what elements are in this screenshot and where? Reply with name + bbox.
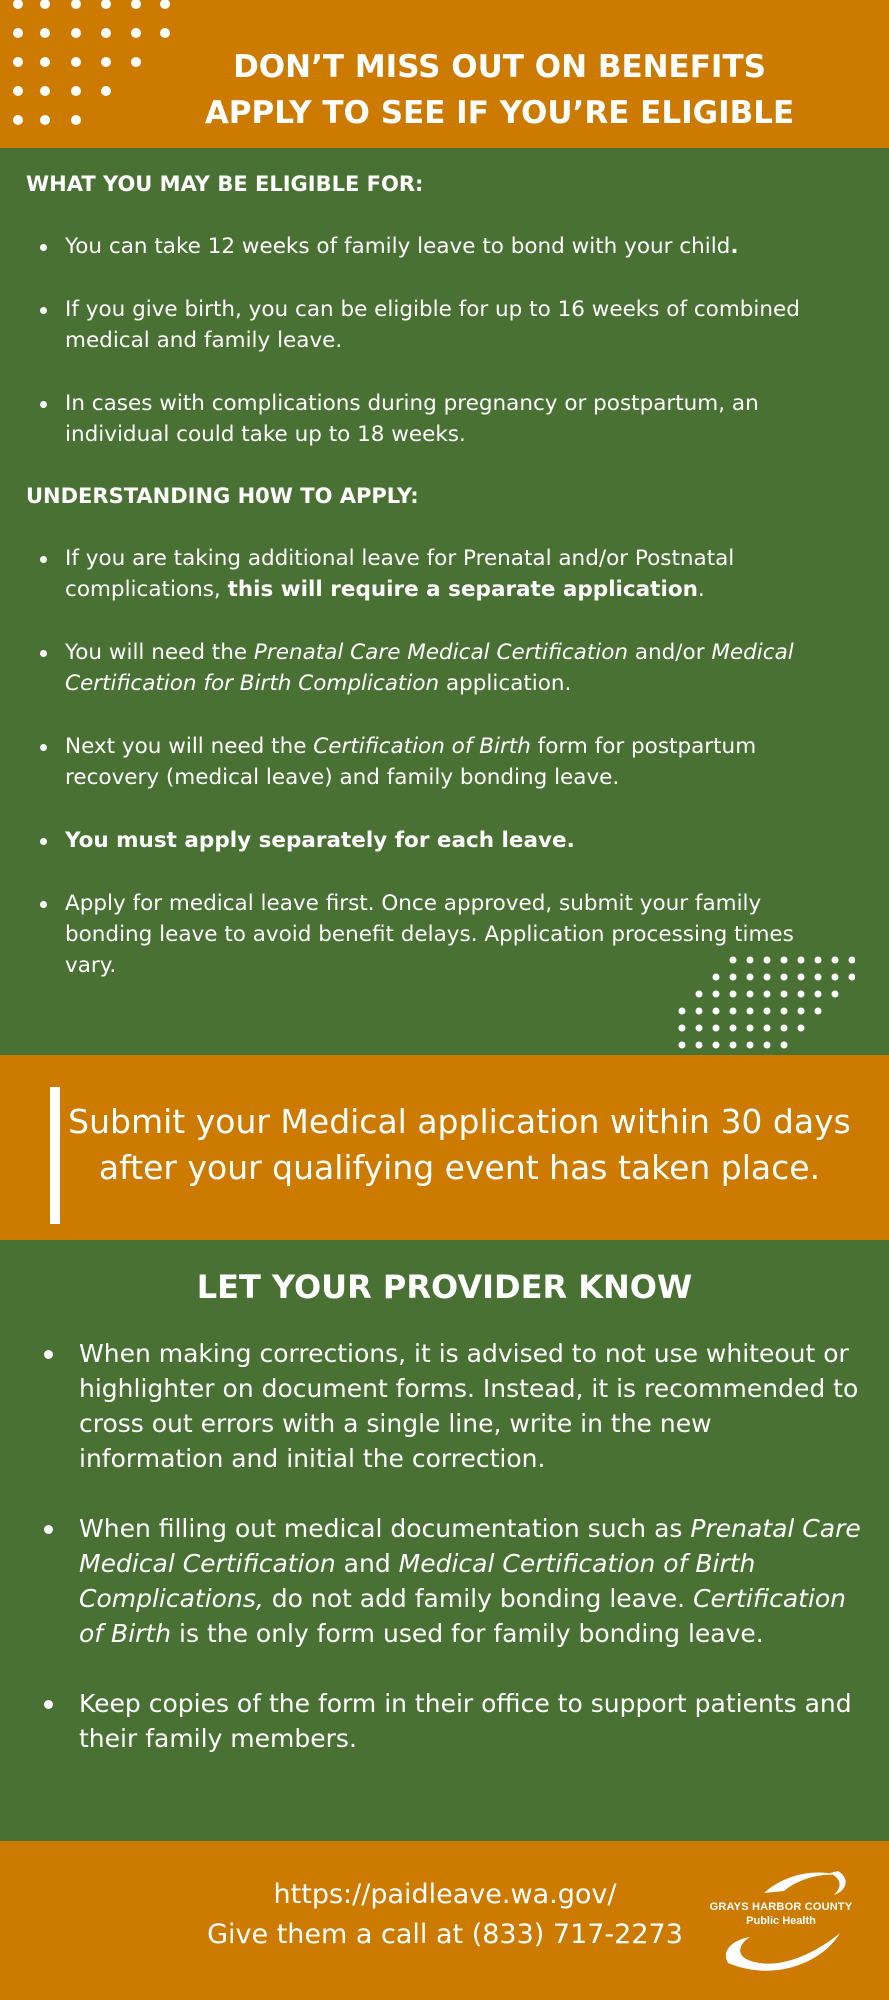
provider-list — [0, 1336, 889, 1791]
apply-list — [0, 543, 889, 1013]
apply-item-2-end: application. — [439, 671, 572, 696]
page-title — [150, 44, 849, 136]
birth-complication-form-name: Medical Certification for Birth Complication — [65, 640, 794, 696]
provider-item-2-text: When filling out medical documentation such as — [79, 1514, 691, 1543]
provider-section — [0, 1240, 889, 1840]
list-item — [0, 1511, 889, 1651]
logo-text-county: GRAYS HARBOR COUNTY — [709, 1901, 853, 1913]
eligible-item-2: If you give birth, you can be eligible for up to 16 weeks of combined medical and family leave. — [65, 297, 800, 353]
county-logo — [706, 1861, 856, 1981]
provider-item-2-mid: and — [335, 1549, 399, 1578]
apply-item-3-end: form for postpartum recovery (medical leave) and family bonding leave. — [65, 734, 757, 790]
apply-item-2-text: You will need the — [65, 640, 254, 665]
birth-certification-form-name: Certification of Birth — [79, 1584, 847, 1648]
list-item — [0, 637, 889, 699]
list-item — [0, 731, 889, 793]
logo-text-department: Public Health — [746, 1915, 816, 1927]
provider-item-2-end: is the only form used for family bonding leave. — [171, 1619, 764, 1648]
apply-item-3-text: Next you will need the — [65, 734, 314, 759]
callout-text: Submit your Medical application within 30 days after your qualifying event has taken place. — [68, 1102, 851, 1187]
apply-item-2-mid: and/or — [628, 640, 712, 665]
prenatal-form-name: Prenatal Care Medical Certification — [253, 640, 629, 665]
provider-item-1: When making corrections, it is advised to not use whiteout or highlighter on document forms. Instead, it is recommended to cross out errors with a single line, write in the new information and initial the correction. — [79, 1339, 859, 1473]
apply-item-1-text: If you are taking additional leave for Prenatal and/or Postnatal complications, — [65, 546, 735, 602]
apply-heading: UNDERSTANDING H0W TO APPLY: — [26, 484, 419, 508]
deadline-callout — [0, 1055, 889, 1240]
eligible-item-1-end: . — [730, 234, 739, 259]
prenatal-form-name: Prenatal Care Medical Certification — [79, 1514, 861, 1578]
list-item — [0, 825, 889, 856]
eligible-list — [0, 231, 889, 482]
footer-banner — [0, 1841, 889, 2000]
eligible-item-3: In cases with complications during pregnancy or postpartum, an individual could take up to 18 weeks. — [65, 391, 759, 447]
list-item — [0, 1336, 889, 1476]
list-item — [0, 294, 889, 356]
birth-complication-form-name: Medical Certification of Birth Complications, — [79, 1549, 756, 1613]
apply-item-4-bold: You must apply separately for each leave. — [65, 828, 575, 853]
apply-item-1-bold: this will require a separate application — [227, 577, 698, 602]
provider-item-3: Keep copies of the form in their office to support patients and their family members. — [79, 1689, 852, 1753]
birth-certification-form-name: Certification of Birth — [313, 734, 531, 759]
title-line-2: APPLY TO SEE IF YOU’RE ELIGIBLE — [204, 95, 795, 131]
apply-item-1-end: . — [697, 577, 705, 602]
decorative-dots-bottom — [675, 956, 855, 1056]
header-banner — [0, 0, 889, 148]
callout-accent-bar — [50, 1087, 60, 1224]
phone-contact: Give them a call at (833) 717-2273 — [207, 1919, 683, 1950]
list-item — [0, 1686, 889, 1756]
eligible-item-1: You can take 12 weeks of family leave to bond with your child — [65, 234, 731, 259]
eligibility-section — [0, 148, 889, 1055]
apply-item-5-text: Apply for medical leave first. Once approved, submit your family bonding leave to avoid benefit delays. Application processing times vary. — [65, 891, 794, 978]
provider-heading: LET YOUR PROVIDER KNOW — [196, 1268, 693, 1306]
eligible-heading: WHAT YOU MAY BE ELIGIBLE FOR: — [26, 172, 424, 196]
title-line-1: DON’T MISS OUT ON BENEFITS — [233, 49, 766, 85]
list-item — [0, 388, 889, 450]
list-item — [0, 231, 889, 262]
provider-item-2-mid-2: do not add family bonding leave. — [263, 1584, 694, 1613]
website-link[interactable]: https://paidleave.wa.gov/ — [273, 1879, 617, 1910]
list-item — [0, 543, 889, 605]
